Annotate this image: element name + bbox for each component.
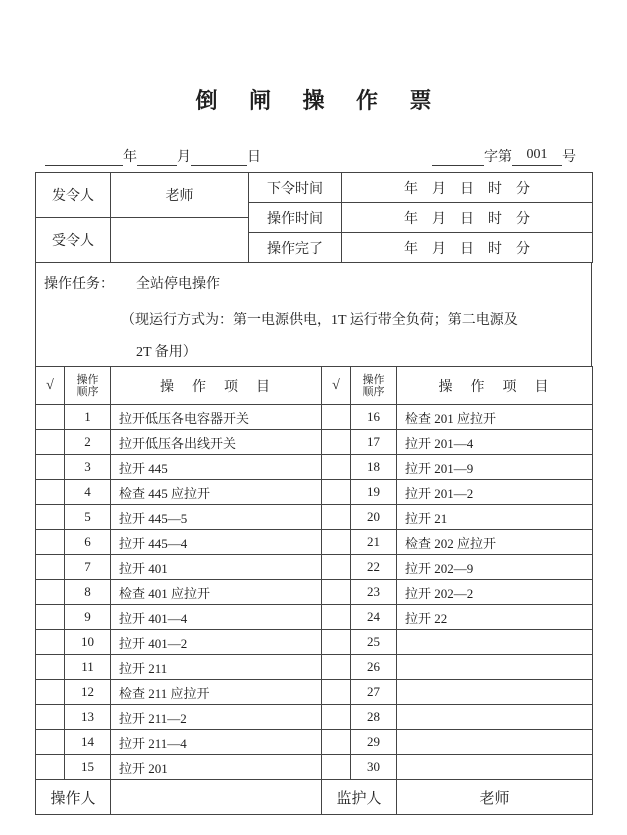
table-row bbox=[36, 730, 593, 755]
check-cell bbox=[36, 605, 65, 630]
date-blank-line bbox=[191, 149, 247, 166]
sequence-cell: 10 bbox=[65, 630, 111, 655]
item-cell: 拉开 445 bbox=[111, 455, 322, 480]
serial-prefix: 字第 bbox=[484, 150, 512, 165]
sequence-cell: 12 bbox=[65, 680, 111, 705]
sequence-cell: 26 bbox=[351, 655, 397, 680]
supervisor-label: 监护人 bbox=[322, 780, 397, 815]
item-cell: 拉开 201—4 bbox=[397, 430, 593, 455]
sequence-cell: 16 bbox=[351, 405, 397, 430]
check-cell bbox=[322, 580, 351, 605]
sequence-column-header: 操作 顺序 bbox=[351, 367, 397, 405]
sequence-cell: 17 bbox=[351, 430, 397, 455]
sequence-cell: 19 bbox=[351, 480, 397, 505]
check-cell bbox=[322, 430, 351, 455]
task-note-line2: （现运行方式为：第一电源供电，1T 运行带全负荷；第二电源及 bbox=[121, 313, 518, 328]
check-cell bbox=[322, 655, 351, 680]
item-cell: 检查 445 应拉开 bbox=[111, 480, 322, 505]
serial-blank-line bbox=[432, 149, 484, 166]
check-cell bbox=[36, 630, 65, 655]
check-cell bbox=[322, 455, 351, 480]
check-cell bbox=[322, 530, 351, 555]
date-blank-line bbox=[45, 149, 123, 166]
sequence-cell: 5 bbox=[65, 505, 111, 530]
item-cell: 检查 201 应拉开 bbox=[397, 405, 593, 430]
table-row bbox=[36, 480, 593, 505]
sequence-cell: 4 bbox=[65, 480, 111, 505]
item-column-header: 操 作 项 目 bbox=[397, 367, 593, 405]
item-cell: 拉开 202—2 bbox=[397, 580, 593, 605]
check-cell bbox=[36, 455, 65, 480]
check-cell bbox=[36, 755, 65, 780]
table-row bbox=[36, 555, 593, 580]
item-cell: 拉开 401—4 bbox=[111, 605, 322, 630]
sequence-cell: 7 bbox=[65, 555, 111, 580]
check-cell bbox=[322, 630, 351, 655]
sequence-column-header: 操作 顺序 bbox=[65, 367, 111, 405]
check-cell bbox=[322, 480, 351, 505]
sequence-cell: 6 bbox=[65, 530, 111, 555]
table-row bbox=[36, 530, 593, 555]
item-cell: 拉开 201 bbox=[111, 755, 322, 780]
sequence-cell: 1 bbox=[65, 405, 111, 430]
check-cell bbox=[322, 730, 351, 755]
table-row bbox=[36, 755, 593, 780]
item-cell bbox=[397, 655, 593, 680]
check-column-header: √ bbox=[322, 367, 351, 405]
header-table bbox=[35, 172, 593, 263]
sequence-cell: 11 bbox=[65, 655, 111, 680]
item-cell bbox=[397, 630, 593, 655]
check-cell bbox=[322, 505, 351, 530]
task-label: 操作任务： bbox=[44, 277, 114, 292]
task-note-line3: 2T 备用） bbox=[136, 345, 197, 360]
sequence-cell: 2 bbox=[65, 430, 111, 455]
date-blank-line bbox=[137, 149, 177, 166]
signature-row bbox=[36, 780, 593, 815]
month-label: 月 bbox=[177, 150, 191, 165]
item-cell: 拉开 401—2 bbox=[111, 630, 322, 655]
table-row bbox=[36, 630, 593, 655]
table-row bbox=[36, 505, 593, 530]
table-row bbox=[36, 405, 593, 430]
item-cell bbox=[397, 730, 593, 755]
item-cell bbox=[397, 755, 593, 780]
check-cell bbox=[36, 405, 65, 430]
check-column-header: √ bbox=[36, 367, 65, 405]
issuer-value: 老师 bbox=[111, 173, 249, 218]
check-cell bbox=[322, 755, 351, 780]
operator-label: 操作人 bbox=[36, 780, 111, 815]
item-cell: 检查 202 应拉开 bbox=[397, 530, 593, 555]
table-row bbox=[36, 705, 593, 730]
serial-suffix: 号 bbox=[562, 150, 576, 165]
item-cell: 拉开 21 bbox=[397, 505, 593, 530]
operation-done-value: 年 月 日 时 分 bbox=[342, 233, 593, 263]
check-cell bbox=[36, 705, 65, 730]
sequence-cell: 25 bbox=[351, 630, 397, 655]
sequence-cell: 3 bbox=[65, 455, 111, 480]
operator-value bbox=[111, 780, 322, 815]
check-cell bbox=[36, 480, 65, 505]
task-value: 全站停电操作 bbox=[136, 277, 220, 292]
sequence-cell: 22 bbox=[351, 555, 397, 580]
date-line bbox=[35, 146, 592, 166]
task-section bbox=[35, 262, 592, 367]
sequence-cell: 18 bbox=[351, 455, 397, 480]
check-cell bbox=[36, 580, 65, 605]
check-cell bbox=[36, 430, 65, 455]
check-cell bbox=[36, 530, 65, 555]
item-cell bbox=[397, 705, 593, 730]
page-title: 倒 闸 操 作 票 bbox=[195, 88, 445, 113]
item-cell: 拉开 401 bbox=[111, 555, 322, 580]
item-cell: 拉开 211—4 bbox=[111, 730, 322, 755]
item-cell: 检查 401 应拉开 bbox=[111, 580, 322, 605]
sequence-cell: 20 bbox=[351, 505, 397, 530]
item-cell: 拉开 202—9 bbox=[397, 555, 593, 580]
check-cell bbox=[322, 680, 351, 705]
order-time-label: 下令时间 bbox=[249, 173, 342, 203]
sequence-cell: 9 bbox=[65, 605, 111, 630]
table-row bbox=[36, 580, 593, 605]
table-row bbox=[36, 605, 593, 630]
item-cell: 拉开 201—9 bbox=[397, 455, 593, 480]
operation-time-label: 操作时间 bbox=[249, 203, 342, 233]
sequence-cell: 24 bbox=[351, 605, 397, 630]
item-cell: 拉开 211 bbox=[111, 655, 322, 680]
table-row bbox=[36, 655, 593, 680]
check-cell bbox=[36, 680, 65, 705]
item-cell: 拉开 201—2 bbox=[397, 480, 593, 505]
check-cell bbox=[322, 555, 351, 580]
check-cell bbox=[322, 705, 351, 730]
sequence-cell: 23 bbox=[351, 580, 397, 605]
form-body bbox=[35, 172, 592, 815]
item-cell: 拉开 211—2 bbox=[111, 705, 322, 730]
sequence-cell: 21 bbox=[351, 530, 397, 555]
sequence-cell: 14 bbox=[65, 730, 111, 755]
table-row bbox=[36, 430, 593, 455]
check-cell bbox=[36, 505, 65, 530]
order-time-value: 年 月 日 时 分 bbox=[342, 173, 593, 203]
item-cell: 拉开 22 bbox=[397, 605, 593, 630]
sequence-cell: 30 bbox=[351, 755, 397, 780]
sequence-cell: 28 bbox=[351, 705, 397, 730]
sequence-cell: 8 bbox=[65, 580, 111, 605]
item-cell: 拉开 445—4 bbox=[111, 530, 322, 555]
serial-number: 001 bbox=[512, 147, 562, 166]
item-cell: 拉开 445—5 bbox=[111, 505, 322, 530]
year-label: 年 bbox=[123, 150, 137, 165]
day-label: 日 bbox=[247, 150, 261, 165]
sequence-cell: 29 bbox=[351, 730, 397, 755]
supervisor-value: 老师 bbox=[397, 780, 593, 815]
item-cell: 拉开低压各电容器开关 bbox=[111, 405, 322, 430]
sequence-cell: 13 bbox=[65, 705, 111, 730]
item-cell bbox=[397, 680, 593, 705]
check-cell bbox=[322, 605, 351, 630]
table-row bbox=[36, 680, 593, 705]
issuer-label: 发令人 bbox=[36, 173, 111, 218]
sequence-cell: 27 bbox=[351, 680, 397, 705]
item-cell: 检查 211 应拉开 bbox=[111, 680, 322, 705]
item-cell: 拉开低压各出线开关 bbox=[111, 430, 322, 455]
operation-time-value: 年 月 日 时 分 bbox=[342, 203, 593, 233]
check-cell bbox=[36, 555, 65, 580]
table-row bbox=[36, 455, 593, 480]
receiver-value bbox=[111, 218, 249, 263]
sequence-cell: 15 bbox=[65, 755, 111, 780]
operations-table bbox=[35, 366, 593, 815]
check-cell bbox=[36, 730, 65, 755]
check-cell bbox=[36, 655, 65, 680]
item-column-header: 操 作 项 目 bbox=[111, 367, 322, 405]
operation-done-label: 操作完了 bbox=[249, 233, 342, 263]
operations-header-row bbox=[36, 367, 593, 405]
receiver-label: 受令人 bbox=[36, 218, 111, 263]
check-cell bbox=[322, 405, 351, 430]
